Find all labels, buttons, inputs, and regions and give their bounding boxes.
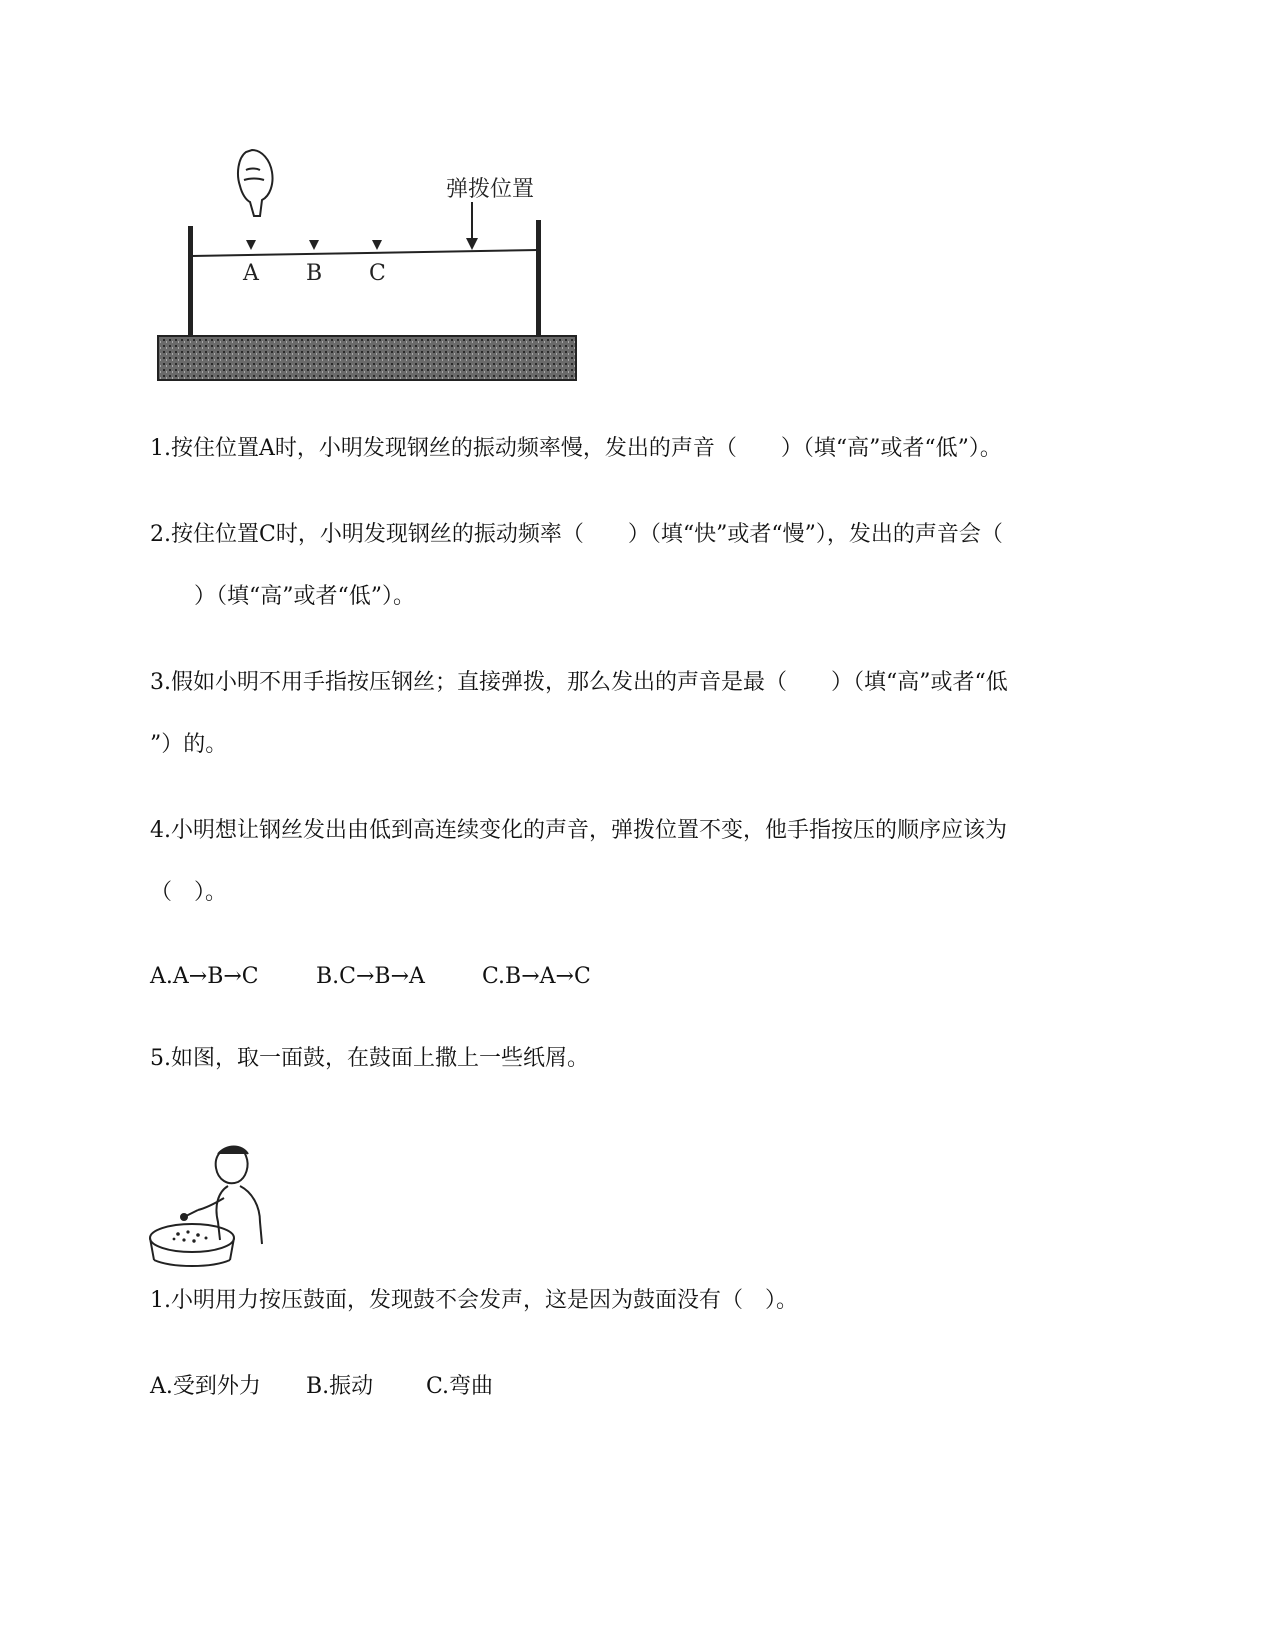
question-5-intro: 5.如图，取一面鼓，在鼓面上撒上一些纸屑。 xyxy=(150,1046,589,1071)
question-4-line-1: 4.小明想让钢丝发出由低到高连续变化的声音，弹拨位置不变，他手指按压的顺序应该为 xyxy=(150,818,1007,843)
pluck-position-label: 弹拨位置 xyxy=(446,177,535,202)
question-5-sub-1: 1.小明用力按压鼓面，发现鼓不会发声，这是因为鼓面没有（ ）。 xyxy=(150,1288,798,1313)
label-a: A xyxy=(243,261,259,286)
question-3-line-1: 3.假如小明不用手指按压钢丝；直接弹拨，那么发出的声音是最（ ）（填“高”或者“低 xyxy=(150,670,1008,695)
drum-boy-illustration xyxy=(148,1140,298,1270)
q5-option-b: B.振动 xyxy=(306,1374,374,1399)
q4-option-b: B.C→B→A xyxy=(316,964,425,989)
base-board xyxy=(158,336,576,380)
question-3-line-2: ”）的。 xyxy=(150,732,228,757)
marker-a xyxy=(246,240,256,250)
q4-option-c: C.B→A→C xyxy=(482,964,591,989)
drum xyxy=(150,1224,234,1252)
q4-option-a: A.A→B→C xyxy=(150,964,259,989)
steel-wire xyxy=(192,250,538,256)
paper-scraps xyxy=(173,1230,208,1242)
pluck-arrowhead xyxy=(466,238,478,250)
marker-b xyxy=(309,240,319,250)
q5-option-c: C.弯曲 xyxy=(426,1374,494,1399)
right-post xyxy=(536,220,541,338)
left-post xyxy=(188,226,193,338)
boy-body xyxy=(216,1186,262,1244)
q5-option-a: A.受到外力 xyxy=(150,1374,261,1399)
marker-c xyxy=(372,240,382,250)
question-2-line-1: 2.按住位置C时，小明发现钢丝的振动频率（ ）（填“快”或者“慢”），发出的声音会（ xyxy=(150,522,1003,547)
pointing-hand-icon xyxy=(238,150,273,216)
label-b: B xyxy=(306,261,323,286)
question-4-line-2: （ ）。 xyxy=(150,880,228,905)
label-c: C xyxy=(369,261,386,286)
question-2-line-2: ）（填“高”或者“低”）。 xyxy=(150,584,415,609)
steel-wire-diagram xyxy=(150,140,620,410)
question-1: 1.按住位置A时，小明发现钢丝的振动频率慢，发出的声音（ ）（填“高”或者“低”）。 xyxy=(150,436,1002,461)
